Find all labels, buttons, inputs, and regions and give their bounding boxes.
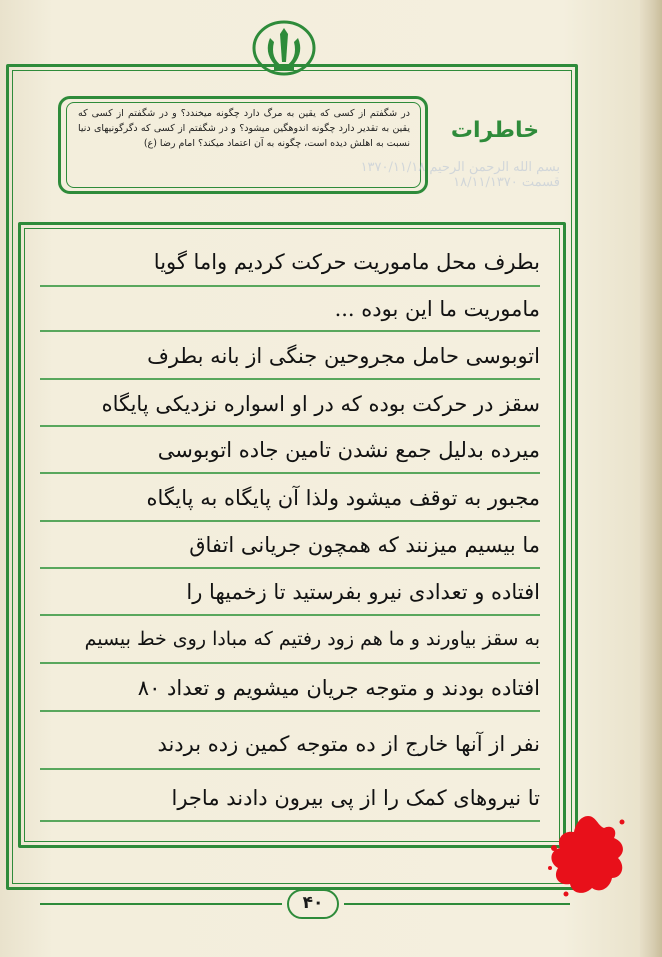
page-number: ۴۰ bbox=[287, 889, 339, 919]
handwritten-line: به سقز بیاورند و ما هم زود رفتیم که مبادا روی خط بیسیم bbox=[84, 628, 540, 650]
handwritten-line: میرده بدلیل جمع نشدن تامین جاده اتوبوسی bbox=[157, 438, 540, 462]
handwritten-line: سقز در حرکت بوده که در او اسواره نزدیکی پایگاه bbox=[101, 392, 540, 416]
handwritten-line: افتاده بودند و متوجه جریان میشویم و تعداد ۸۰ bbox=[137, 676, 540, 700]
handwritten-line: ما بیسیم میزنند که همچون جریانی اتفاق bbox=[189, 533, 540, 557]
faint-bleed-through-notes bbox=[40, 160, 560, 220]
handwritten-line: افتاده و تعدادی نیرو بفرستید تا زخمیها را bbox=[186, 580, 540, 604]
faint-note-line: قسمت ۱۸/۱۱/۱۳۷۰ bbox=[453, 175, 560, 190]
footer-rule-right bbox=[344, 903, 570, 905]
handwritten-line: ماموریت ما این بوده ... bbox=[334, 297, 540, 321]
faint-note-line: بسم الله الرحمن الرحیم ۱۳۷۰/۱۱/۱۸ bbox=[360, 160, 560, 175]
red-ink-splat-icon bbox=[544, 808, 630, 900]
section-title: خاطرات bbox=[450, 118, 540, 143]
imam-reza-quote: در شگفتم از کسی که یقین به مرگ دارد چگونه میخندد؟ و در شگفتم از کسی که یقین به تقدیر دارد چگونه اندوهگین میشود؟ و در شگفتم از کسی که دگرگونیهای دنیا نسبت به اهلش دیده است، چگونه به آن اعتماد میکند؟ امام رضا (ع) bbox=[78, 108, 410, 149]
handwritten-line: بطرف محل ماموریت حرکت کردیم واما گویا bbox=[153, 250, 540, 274]
handwritten-line: مجبور به توقف میشود ولذا آن پایگاه به پایگاه bbox=[146, 486, 540, 510]
handwritten-line: تا نیروهای کمک را از پی بیرون دادند ماجرا bbox=[171, 786, 540, 810]
handwritten-line: نفر از آنها خارج از ده متوجه کمین زده بردند bbox=[157, 732, 540, 756]
page-binding bbox=[640, 0, 662, 957]
handwritten-line: اتوبوسی حامل مجروحین جنگی از بانه بطرف bbox=[147, 344, 540, 368]
footer-rule-left bbox=[40, 903, 282, 905]
